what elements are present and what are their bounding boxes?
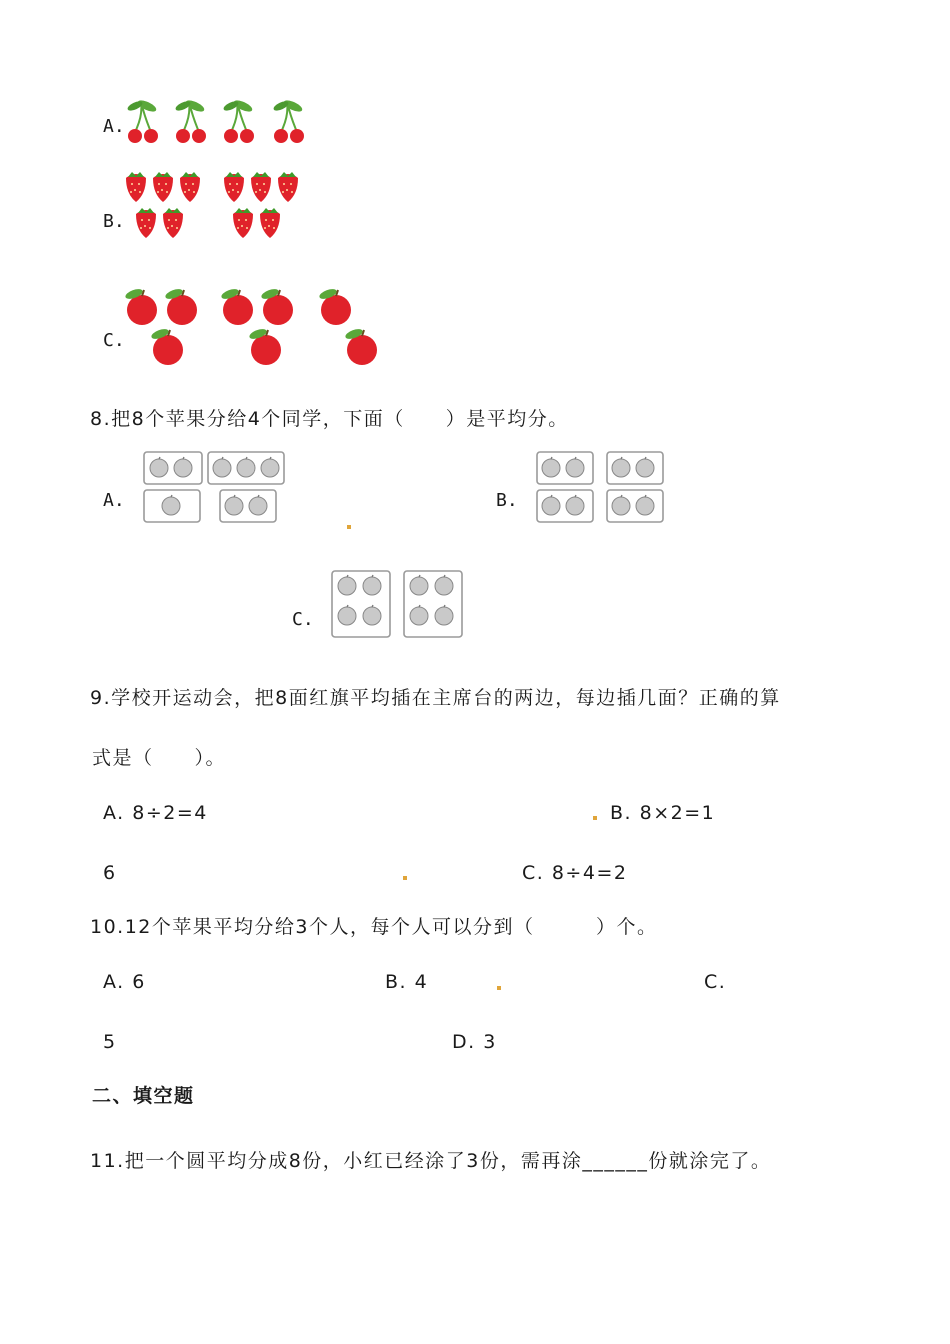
q8-option-c-apple-boxes (330, 569, 466, 639)
decorative-dot (497, 986, 501, 990)
q10-question: 10.12个苹果平均分给3个人，每个人可以分到（ ）个。 (90, 916, 658, 938)
apple-group-image (124, 288, 386, 368)
section-title: 二、填空题 (92, 1085, 195, 1107)
cherry-group-image (125, 98, 315, 148)
q11-question: 11.把一个圆平均分成8份，小红已经涂了3份，需再涂______份就涂完了。 (90, 1150, 772, 1172)
q7-option-a-label: A. (103, 116, 125, 137)
q10-option-a: A. 6 (103, 971, 146, 993)
q10-option-c-wrap: 5 (103, 1031, 117, 1053)
q9-option-a: A. 8÷2=4 (103, 802, 208, 824)
q9-option-b-wrap: 6 (103, 862, 117, 884)
q7-option-c-label: C. (103, 330, 125, 351)
q7-option-b-label: B. (103, 211, 125, 232)
q8-option-b-apple-boxes (535, 450, 667, 526)
q8-option-c-label: C. (292, 609, 314, 630)
decorative-dot (593, 816, 597, 820)
q8-option-a-apple-boxes (142, 450, 287, 526)
q10-option-b: B. 4 (385, 971, 429, 993)
q9-option-b: B. 8×2=1 (610, 802, 716, 824)
q9-option-c: C. 8÷4=2 (522, 862, 628, 884)
decorative-dot (347, 525, 351, 529)
q10-option-d: D. 3 (452, 1031, 497, 1053)
decorative-dot (403, 876, 407, 880)
q8-option-a-label: A. (103, 490, 125, 511)
q9-question-line1: 9.学校开运动会，把8面红旗平均插在主席台的两边，每边插几面？正确的算 (90, 687, 781, 709)
q8-question: 8.把8个苹果分给4个同学，下面（ ）是平均分。 (90, 408, 569, 430)
q10-option-c: C. (704, 971, 727, 993)
strawberry-group-image (124, 168, 304, 242)
q8-option-b-label: B. (496, 490, 518, 511)
q9-question-line2: 式是（ ）。 (92, 747, 227, 769)
